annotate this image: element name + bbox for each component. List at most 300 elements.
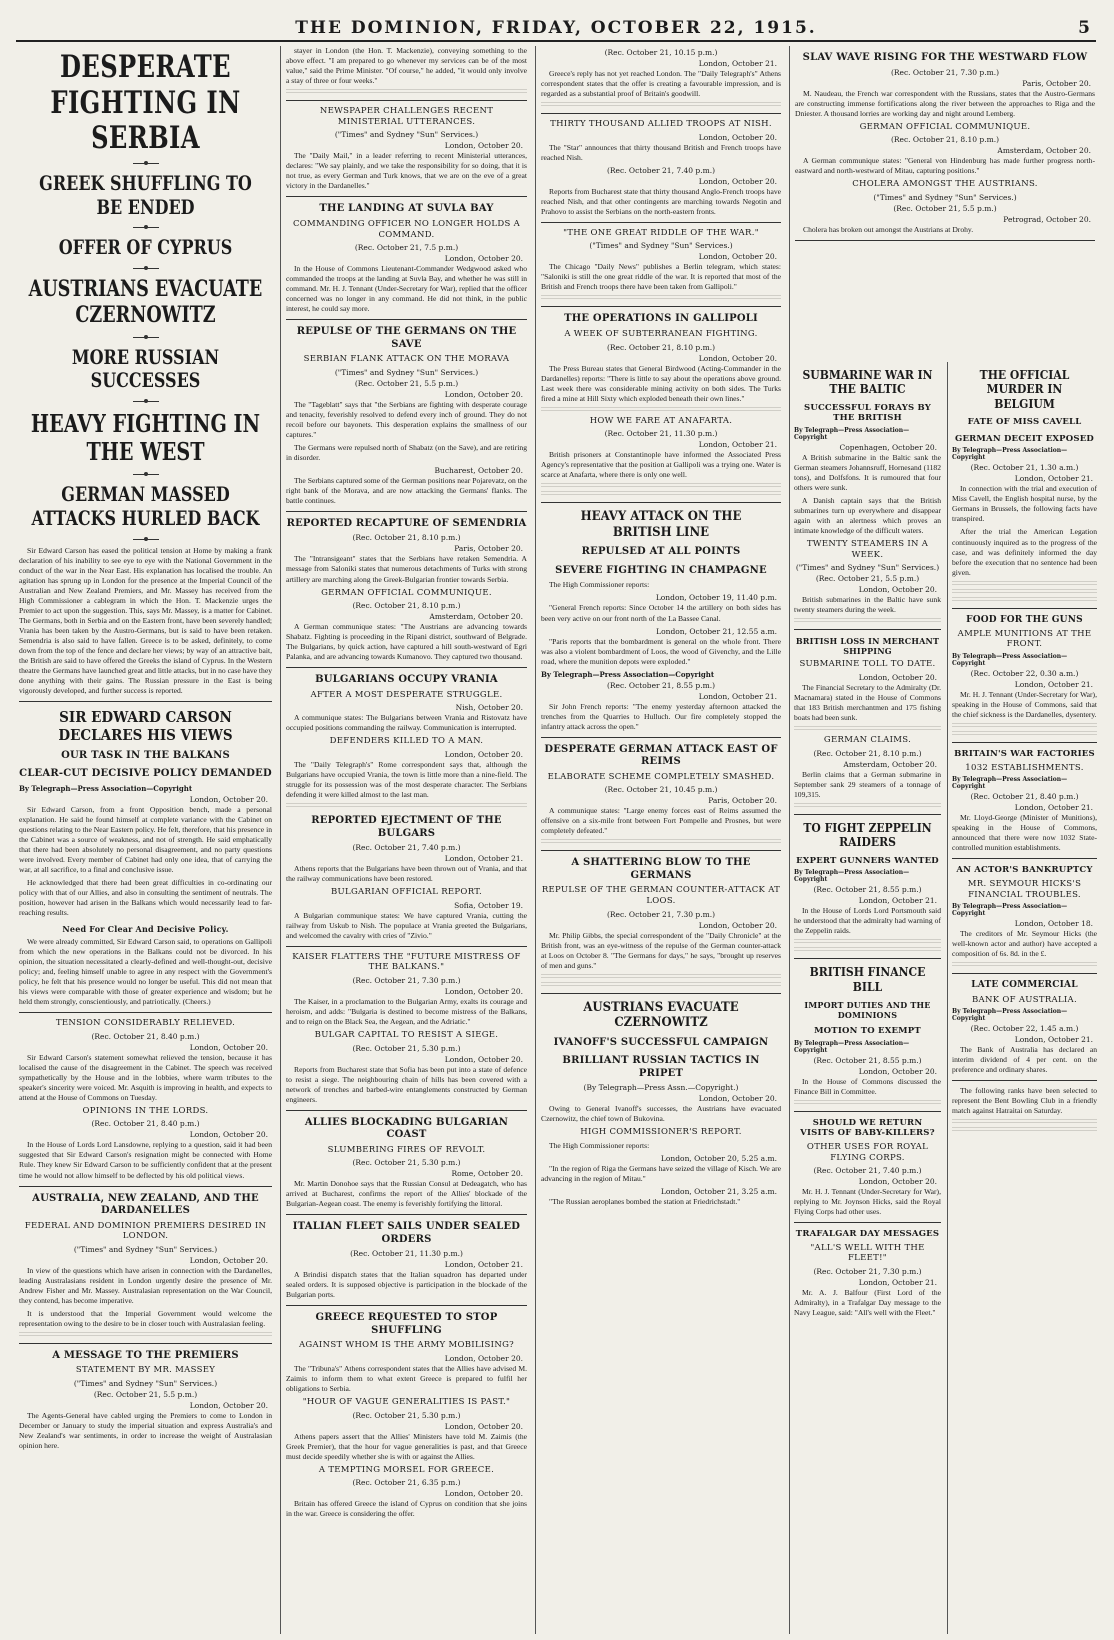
dateline: Bucharest, October 20.: [434, 465, 523, 475]
subhead-alls-well: "ALL'S WELL WITH THE FLEET!": [810, 1242, 925, 1264]
headline-official-murder: THE OFFICIAL MURDER IN BELGIUM: [979, 368, 1070, 411]
dateline: London, October 21.: [444, 1260, 523, 1270]
text-filler: [952, 581, 1097, 587]
subhead-german-deceit: GERMAN DECEIT EXPOSED: [955, 433, 1094, 444]
article-paragraph: Cholera has broken out amongst the Austrians at Drohy.: [803, 224, 974, 234]
separator: [133, 227, 159, 228]
subhead-pripet: BRILLIANT RUSSIAN TACTICS IN PRIPET: [562, 1055, 760, 1079]
text-filler: [952, 1127, 1097, 1133]
dateline: London, October 21.: [698, 440, 777, 450]
service-line: ("Times" and Sydney "Sun" Services.): [334, 367, 479, 377]
received-line: (Rec. October 21, 8.10 p.m.): [352, 601, 461, 611]
headline-high-commissioner: HIGH COMMISSIONER'S REPORT.: [580, 1127, 742, 1138]
article-paragraph: The Serbians captured some of the German positions near Pojarevatz, on the right bank of the Morava, and are now attacking the Germans' flanks. The battle continues.: [286, 475, 527, 505]
subhead-ample-munitions: AMPLE MUNITIONS AT THE FRONT.: [957, 628, 1092, 650]
dateline: Nish, October 20.: [455, 703, 523, 713]
headline-heavy-fighting-west: HEAVY FIGHTING IN THE WEST: [30, 408, 261, 467]
received-line: (Rec. October 21, 8.10 p.m.): [606, 342, 716, 352]
divider: [952, 1080, 1097, 1081]
article-paragraph: British prisoners at Constantinople have informed the Associated Press Agency's representative that the position at Gallipoli was a trying one. Water is scarce at Anafarta, where there is only one well.: [541, 450, 781, 480]
article-paragraph: The "Star" announces that thirty thousand British and French troops have reached Nish.: [541, 142, 781, 162]
headline-suvla-bay: THE LANDING AT SUVLA BAY: [319, 203, 494, 215]
article-paragraph: "General French reports: Since October 14 the artillery on both sides has been very active on our front north of the La Bassee Canal.: [541, 603, 781, 623]
wire-credit: By Telegraph—Press Association—Copyright: [952, 1008, 1068, 1023]
headline-merchant-shipping: BRITISH LOSS IN MERCHANT SHIPPING: [795, 636, 940, 657]
dateline: London, October 21.: [1014, 1035, 1093, 1045]
article-paragraph: Greece's reply has not yet reached London. The "Daily Telegraph's" Athens correspondent states that the offer is creating a favourable impression, and is regarded as a substantial proof of Britain's goodwill.: [541, 69, 781, 99]
headline-greek-shuffling: GREEK SHUFFLING TO BE ENDED: [39, 170, 252, 219]
headline-italian-fleet: ITALIAN FLEET SAILS UNDER SEALED ORDERS: [292, 1221, 521, 1245]
subhead-army-mobilising: AGAINST WHOM IS THE ARMY MOBILISING?: [298, 1340, 515, 1351]
separator: [133, 268, 159, 269]
article-paragraph: Athens reports that the Bulgarians have been thrown out of Vrania, and that the railway communications have been restored.: [286, 864, 527, 884]
headline-great-riddle: "THE ONE GREAT RIDDLE OF THE WAR.": [563, 227, 759, 238]
article-paragraph: He acknowledged that there had been great difficulties in co-ordinating our policy with that of our Allies, and also in consulting the sentiment of neutrals. The position, however had arisen in the Balkans which would necessarily lead to far-reaching results.: [19, 877, 272, 917]
headline-ejectment-bulgars: REPORTED EJECTMENT OF THE BULGARS: [311, 815, 502, 839]
headline-russian-successes: MORE RUSSIAN SUCCESSES: [71, 344, 220, 393]
received-line: (Rec. October 21, 5.30 p.m.): [352, 1158, 461, 1168]
text-filler: [286, 89, 527, 95]
divider: [952, 858, 1097, 859]
subhead-commanding-officer: COMMANDING OFFICER NO LONGER HOLDS A COMMAND.: [292, 218, 521, 240]
article-paragraph: Mr. H. J. Tennant (Under-Secretary for War), speaking in the House of Commons, said that the chief sickness is the Dardanelles, dysentery.: [952, 690, 1097, 720]
headline-allies-blockading: ALLIES BLOCKADING BULGARIAN COAST: [304, 1116, 509, 1141]
article-paragraph: The Agents-General have cabled urging the Premiers to come to London in December or January to study the imperial situation and express Australia's and New Zealand's war sentiments, in order to increase the weight of Australasian opinion here.: [19, 1410, 272, 1451]
received-line: (Rec. October 21, 7.40 p.m.): [352, 843, 461, 853]
dateline: London, October 21.: [444, 854, 523, 864]
headline-defenders-killed: DEFENDERS KILLED TO A MAN.: [329, 736, 484, 747]
dateline: Petrograd, October 20.: [1003, 214, 1091, 224]
headline-zeppelin-raiders: TO FIGHT ZEPPELIN RAIDERS: [803, 820, 932, 850]
divider: [794, 629, 941, 630]
dateline: London, October 20.: [444, 389, 523, 399]
text-filler: [541, 102, 781, 108]
article-paragraph: Mr. Philip Gibbs, the special correspondent of the "Daily Chronicle" at the British front, was an eye-witness of the repulse of the German counter-attack at Loos on October 8. "The Germans for days," he says, "brought up reserves of men and guns.": [541, 930, 781, 970]
headline-trafalgar-day: TRAFALGAR DAY MESSAGES: [795, 1229, 940, 1240]
divider: [794, 1222, 941, 1223]
received-line: (Rec. October 21, 5.30 p.m.): [352, 1043, 461, 1053]
separator: [133, 401, 159, 402]
received-line: (Rec. October 21, 7.5 p.m.): [354, 243, 459, 253]
article-paragraph: The High Commissioner reports:: [549, 1140, 650, 1150]
headline-greece-requested: GREECE REQUESTED TO STOP SHUFFLING: [315, 1312, 498, 1336]
divider: [541, 850, 781, 851]
received-line: (Rec. October 21, 5.30 p.m.): [352, 1410, 461, 1420]
headline-vague-generalities: "HOUR OF VAGUE GENERALITIES IS PAST.": [302, 1397, 511, 1408]
article-paragraph: The High Commissioner reports:: [549, 580, 650, 590]
article-paragraph: "The Russian aeroplanes bombed the station at Friedrichstadt.": [549, 1196, 741, 1206]
wire-credit: By Telegraph—Press Association—Copyright: [541, 669, 715, 679]
separator: [133, 337, 159, 338]
subhead-desperate-struggle: AFTER A MOST DESPERATE STRUGGLE.: [310, 689, 503, 700]
masthead-title: THE DOMINION, FRIDAY, OCTOBER 22, 1915.: [295, 18, 817, 38]
received-line: (Rec. October 21, 8.10 p.m.): [813, 748, 922, 758]
dateline: Amsterdam, October 20.: [843, 759, 937, 769]
article-paragraph: "In the region of Riga the Germans have seized the village of Kisch. We are advancing in the region of Mitau.": [541, 1163, 781, 1183]
dateline: London, October 21.: [698, 691, 777, 701]
divider: [19, 1186, 272, 1187]
dateline: London, October 20.: [444, 1054, 523, 1064]
article-paragraph: A communique states: The Bulgarians between Vrania and Ristovatz have occupied positions commanding the railway. Communication is interrupted.: [286, 713, 527, 733]
headline-tension: TENSION CONSIDERABLY RELIEVED.: [55, 1018, 236, 1029]
dateline: Rome, October 20.: [451, 1169, 523, 1179]
received-line: (Rec. October 21, 10.15 p.m.): [604, 48, 718, 57]
received-line: (Rec. October 21, 8.55 p.m.): [813, 885, 922, 895]
text-filler: [541, 491, 781, 497]
subhead-seymour-hicks: MR. SEYMOUR HICKS'S FINANCIAL TROUBLES.: [967, 879, 1082, 900]
wire-credit: (By Telegraph—Press Assn.—Copyright.): [583, 1083, 739, 1093]
subhead-bank-australia: BANK OF AUSTRALIA.: [971, 994, 1078, 1005]
text-filler: [541, 295, 781, 301]
headline-semendria: REPORTED RECAPTURE OF SEMENDRIA: [286, 517, 527, 529]
service-line: ("Times" and Sydney "Sun" Services.): [589, 241, 733, 251]
text-filler: [794, 1100, 941, 1106]
article-paragraph: The creditors of Mr. Seymour Hicks (the well-known actor and author) have accepted a composition of 6s. 8d. in the £.: [952, 929, 1097, 959]
received-line: (Rec. October 22, 0.30 a.m.): [970, 669, 1079, 679]
summary-paragraph: Sir Edward Carson has eased the political tension at Home by making a frank declaration of his inability to see eye to eye with the National Government in the conduct of the war in the Near East. His explanation has localised the trouble. An agitation has sprung up in London for the presence at the Imperial Council of the Australian and New Zealand Premiers, and Mr. Massey has received from the High Commissioner a cablegram in which the Hon. T. Mackenzie urges the Premier to act upon the suggestion. This, says Mr. Massey, is a matter for Cabinet. The Germans, both in Serbia and on the Eastern front, have been severely handled; Vrania has been taken by the Austro-Germans, but is said to have been retaken. Semendria is also said to have fallen. Greece is to be asked, definitely, to come down from the top of the fence and declare her views; by way of an attractive bait, the British are said to have offered the Greeks the island of Cyprus. In the Western theatre the Germans have launched great and little attacks, but in no case have they done anything with their gains. The Russian pressure in the East is being vigorously developed, and further success is reported.: [19, 545, 272, 695]
divider: [541, 306, 781, 307]
article-paragraph: We were already committed, Sir Edward Carson said, to operations on Gallipoli from which the new operations in the Balkans could not be divorced. In his opinion, the situation necessitated a clearly-defined and well-thought-out, decisive policy; and, feeling himself unable to agree in any respect with the Government's policy, he felt that his presence would no longer be useful. This did not mean that his views were comparable with those of greater experience and wisdom; but he held them strongly, conscientiously, and patriotically. (Cheers.): [19, 937, 272, 1007]
dateline: London, October 20.: [858, 1066, 937, 1076]
text-filler: [952, 589, 1097, 595]
article-paragraph: In the House of Commons Lieutenant-Commander Wedgwood asked who commanded the troops at the landing at Suvla Bay, and whether he was still in command. Mr. H. J. Tennant (Under-Secretary for War), replied that the officer concerned was no longer in any command. He did not think, in the public interest, he could say more.: [286, 264, 527, 314]
article-paragraph: Reports from Bucharest state that thirty thousand Anglo-French troops have reached Nish, and that other contingents are marching towards Negotin and Prahovo to assist the Serbians on the north-eastern fronts.: [541, 186, 781, 216]
article-paragraph: The "Tageblatt" says that "the Serbians are fighting with desperate courage and tenacity, feverishly resolved to defend every inch of ground. They do not recoil before our bayonets. This desperation explains the smallness of our captures.": [286, 399, 527, 439]
divider: [286, 667, 527, 668]
masthead: [16, 18, 1096, 42]
dateline: London, October 19, 11.40 p.m.: [655, 593, 777, 603]
dateline: Copenhagen, October 20.: [839, 443, 937, 453]
headline-baby-killers: SHOULD WE RETURN VISITS OF BABY-KILLERS?: [800, 1117, 935, 1139]
headline-carson-views: SIR EDWARD CARSON DECLARES HIS VIEWS: [58, 707, 233, 744]
subhead-establishments: 1032 ESTABLISHMENTS.: [965, 762, 1084, 773]
article-paragraph: Mr. H. J. Tennant (Under-Secretary for War), replying to Mr. Joynson Hicks, said the Royal Flying Corps had other uses.: [794, 1187, 941, 1217]
divider: [952, 608, 1097, 609]
dateline: London, October 20.: [444, 987, 523, 996]
wire-credit: By Telegraph—Press Association—Copyright: [19, 783, 193, 793]
headline-desperate-fighting: DESPERATE FIGHTING IN SERBIA: [50, 49, 241, 157]
divider: [286, 1214, 527, 1215]
article-paragraph: In view of the questions which have arisen in connection with the Dardanelles, leading Australasians resident in London urgently desire the presence of Mr. Andrew Fisher and Mr. Massey. Australasian representation on the War Council, they contend, has become imperative.: [19, 1265, 272, 1305]
divider: [19, 701, 272, 702]
subhead-serbian-flank: SERBIAN FLANK ATTACK ON THE MORAVA: [303, 354, 510, 365]
divider: [794, 958, 941, 959]
headline-vrania: BULGARIANS OCCUPY VRANIA: [315, 674, 498, 686]
article-paragraph: British submarines in the Baltic have sunk twenty steamers during the week.: [794, 595, 941, 615]
article-paragraph: A British submarine in the Baltic sank the German steamers Johannsruff, Hornesand (1182 tons), and Dolfsfons. It is rumoured that four others were sunk.: [794, 453, 941, 493]
article-paragraph: A Bulgarian communique states: We have captured Vrania, cutting the railway from Uskub to Nish. The populace at Vrania greeted the Bulgarians, and welcomed the cavalry with cries of "Zivio.": [286, 910, 527, 940]
article-paragraph: A Danish captain says that the British submarines turn up everywhere and disappear again with an alertness which proves an intimate knowledge of the difficult waters.: [794, 496, 941, 536]
subhead-expert-gunners: EXPERT GUNNERS WANTED: [796, 855, 939, 866]
received-line: (Rec. October 21, 8.55 p.m.): [813, 1055, 922, 1065]
text-filler: [952, 962, 1097, 968]
article-paragraph: The Press Bureau states that General Birdwood (Acting-Commander in the Dardanelles) reports: "There is little to say about the operations above ground. Last week there was considerable mining activity on both sides. The Turks fired a mine at Hill Sixty which exploded beneath their own lines.": [541, 363, 781, 403]
article-paragraph: After the trial the American Legation continuously inquired as to the progress of the case, and was definitely informed the day before the execution that no sentence had been given.: [952, 527, 1097, 577]
dateline: London, October 20.: [444, 1489, 523, 1499]
headline-east-of-reims: DESPERATE GERMAN ATTACK EAST OF REIMS: [544, 743, 778, 768]
received-line: (Rec. October 21, 5.5 p.m.): [93, 1389, 198, 1399]
divider: [541, 113, 781, 114]
wire-credit: By Telegraph—Press Association—Copyright: [794, 1039, 910, 1054]
dateline: London, October 21.: [858, 896, 937, 906]
received-line: (Rec. October 21, 8.40 p.m.): [91, 1119, 200, 1129]
headline-twenty-steamers: TWENTY STEAMERS IN A WEEK.: [806, 539, 929, 560]
headline-german-attacks: GERMAN MASSED ATTACKS HURLED BACK: [31, 482, 260, 531]
dateline: London, October 20.: [698, 1094, 777, 1104]
subhead-premiers-desired: FEDERAL AND DOMINION PREMIERS DESIRED IN LONDON.: [24, 1220, 267, 1242]
text-filler: [794, 618, 941, 624]
text-filler: [952, 723, 1097, 729]
column-3: [535, 46, 786, 1634]
dateline: London, October 18.: [1014, 919, 1093, 929]
divider: [541, 222, 781, 223]
wire-credit: By Telegraph—Press Association—Copyright: [952, 903, 1068, 918]
headline-slav-wave: SLAV WAVE RISING FOR THE WESTWARD FLOW: [802, 52, 1088, 63]
column-2: [280, 46, 532, 1634]
dateline: London, October 20.: [189, 1400, 268, 1410]
received-line: (Rec. October 21, 7.30 p.m.): [890, 67, 1000, 77]
headline-austrians-evacuate: AUSTRIANS EVACUATE CZERNOWITZ: [28, 275, 263, 328]
subhead-decisive-policy: CLEAR-CUT DECISIVE POLICY DEMANDED: [19, 768, 272, 780]
headline-german-communique: GERMAN OFFICIAL COMMUNIQUE.: [321, 587, 492, 598]
article-paragraph: Mr. Lloyd-George (Minister of Munitions), speaking in the House of Commons, announced that there were now 1032 State-controlled munition establishments.: [952, 813, 1097, 853]
column-4a: [790, 362, 945, 1634]
subhead-loos: REPULSE OF THE GERMAN COUNTER-ATTACK AT LOOS.: [541, 885, 781, 906]
received-line: (Rec. October 21, 8.10 p.m.): [352, 533, 461, 543]
article-paragraph: The following ranks have been selected to represent the Bent Bowling Club in a friendly match against Hatraitai on Saturday.: [952, 1086, 1097, 1116]
dateline: London, October 20.: [444, 1421, 523, 1431]
article-paragraph: The Chicago "Daily News" publishes a Berlin telegram, which states: "Saloniki is still the one great riddle of the war. It is reported that most of the British and French troops there have been taken from Gallipoli.": [541, 262, 781, 292]
article-paragraph: The "Tribuna's" Athens correspondent states that the Allies have advised M. Zaimis to inform them to what extent Greece is prepared to fulfil her obligations to Serbia.: [286, 1364, 527, 1394]
headline-tempting-morsel: A TEMPTING MORSEL FOR GREECE.: [318, 1464, 495, 1475]
article-paragraph: In the House of Lords Lord Lansdowne, replying to a question, said it had been suggested that Sir Edward Carson's resignation might be connected with Home Rule. They knew Sir Edward Carson to be sufficiently confident that at the present time he would not allow himself to be deflected by his old political views.: [19, 1140, 272, 1180]
divider: [795, 240, 1095, 241]
headline-repulse-save: REPULSE OF THE GERMANS ON THE SAVE: [296, 326, 517, 350]
article-paragraph: The Kaiser, in a proclamation to the Bulgarian Army, exalts its courage and heroism, and adds: "Bulgaria is destined to become mistress of the Balkans, and to reign on the Black Sea, the Aegean, and the Adriatic.": [286, 997, 527, 1027]
subhead-balkans: OUR TASK IN THE BALKANS: [61, 749, 230, 761]
headline-bulgar-capital: BULGAR CAPITAL TO RESIST A SIEGE.: [314, 1030, 499, 1041]
dateline: Paris, October 20.: [708, 796, 777, 806]
article-paragraph: Berlin claims that a German submarine in September sank 29 steamers of a tonnage of 109,315.: [794, 769, 941, 799]
divider: [286, 1110, 527, 1111]
article-paragraph: The "Intransigeant" states that the Serbians have retaken Semendria. A message from Saloniki states that numerous detachments of Turks with strong artillery are marching along the Greek-Bulgarian frontier towards Serbia.: [286, 554, 527, 584]
subhead-miss-cavell: FATE OF MISS CAVELL: [967, 417, 1082, 428]
article-paragraph: In the House of Commons discussed the Finance Bill in Committee.: [794, 1076, 941, 1096]
divider: [19, 1012, 272, 1013]
divider: [286, 196, 527, 197]
article-paragraph: The Bank of Australia has declared an interim dividend of 4 per cent. on the preference and ordinary shares.: [952, 1045, 1097, 1075]
text-filler: [541, 407, 781, 413]
article-paragraph: The Financial Secretary to the Admiralty (Dr. Macnamara) stated in the House of Commons that 183 British merchantmen and 175 fishing boats had been sunk.: [794, 683, 941, 723]
text-filler: [952, 1119, 1097, 1125]
received-line: (Rec. October 21, 5.5 p.m.): [893, 203, 997, 213]
received-line: (Rec. October 21, 1.30 a.m.): [970, 463, 1079, 473]
article-paragraph: Owing to General Ivanoff's successes, the Austrians have evacuated Czernowitz, the chief town of Bukovina.: [541, 1104, 781, 1124]
subhead-slumbering-fires: SLUMBERING FIRES OF REVOLT.: [327, 1144, 486, 1155]
article-paragraph: A Brindisi dispatch states that the Italian squadron has departed under sealed orders. It is supposed objective is participation in the blockade of the Bulgarian ports.: [286, 1270, 527, 1300]
subhead-submarine-toll: SUBMARINE TOLL TO DATE.: [799, 659, 936, 670]
headline-kaiser-flatters: KAISER FLATTERS THE "FUTURE MISTRESS OF THE BALKANS.": [292, 951, 521, 973]
text-filler: [794, 939, 941, 945]
article-paragraph: In connection with the trial and execution of Miss Cavell, the English hospital nurse, by the Germans in Brussels, the following facts have transpired.: [952, 484, 1097, 524]
text-filler: [794, 726, 941, 732]
text-filler: [794, 947, 941, 953]
dateline: Sofia, October 19.: [454, 900, 523, 910]
dateline: London, October 20.: [698, 252, 777, 262]
dateline: Paris, October 20.: [454, 544, 523, 554]
received-line: (Rec. October 21, 8.55 p.m.): [606, 680, 716, 690]
subhead-scheme-smashed: ELABORATE SCHEME COMPLETELY SMASHED.: [547, 771, 775, 782]
dateline: London, October 20.: [698, 132, 777, 142]
headline-gallipoli: THE OPERATIONS IN GALLIPOLI: [564, 313, 758, 325]
column-1: [14, 46, 277, 1634]
article-paragraph: A German communique states: "The Austrians are advancing towards Shabatz. Fighting is proceeding in the Ripani district, southward of Belgrade. The Bulgarians, by quick action, have captured a hill south-westward of Egri Palanka, and are advancing towards Kumanovo. They captured two thousand.: [286, 622, 527, 662]
dateline: Paris, October 20.: [1022, 78, 1091, 88]
wire-credit: By Telegraph—Press Association—Copyright: [794, 427, 910, 442]
headline-heavy-attack-british: HEAVY ATTACK ON THE BRITISH LINE: [580, 509, 742, 540]
dateline: London, October 21.: [1014, 680, 1093, 690]
service-line: ("Times" and Sydney "Sun" Services.): [73, 1244, 218, 1254]
subhead-motion-exempt: MOTION TO EXEMPT: [814, 1026, 921, 1037]
dateline: London, October 20.: [698, 920, 777, 930]
article-paragraph: Sir John French reports: "The enemy yesterday afternoon attacked the trenches from the Quarries to Hulluch. Our fire completely stopped the infantry attack across the open.": [541, 701, 781, 731]
text-filler: [541, 839, 781, 845]
article-paragraph: Reports from Bucharest state that Sofia has been put into a state of defence to resist a siege. The neighbouring chain of hills has been covered with a network of trenches and barbed-wire entanglements constructed by German engineers.: [286, 1064, 527, 1104]
subhead-clear-policy: Need For Clear And Decisive Policy.: [62, 924, 229, 935]
received-line: (Rec. October 21, 5.5 p.m.): [354, 378, 459, 388]
headline-newspaper-challenges: NEWSPAPER CHALLENGES RECENT MINISTERIAL UTTERANCES.: [319, 106, 494, 127]
received-line: (Rec. October 21, 7.30 p.m.): [813, 1267, 922, 1277]
article-paragraph: "Paris reports that the bombardment is general on the whole front. There was also a violent bombardment of Loos, the wood of Givenchy, and the Lille road, where the munition depots were exploded.": [541, 636, 781, 666]
text-filler: [19, 1332, 272, 1338]
subhead-ivanoff: IVANOFF'S SUCCESSFUL CAMPAIGN: [553, 1036, 769, 1048]
dateline: London, October 20.: [189, 1130, 268, 1140]
dateline: London, October 21.: [858, 1278, 937, 1288]
received-line: (Rec. October 21, 8.40 p.m.): [970, 792, 1079, 802]
dateline: London, October 20.: [189, 794, 268, 804]
received-line: (Rec. October 21, 11.30 p.m.): [604, 429, 718, 439]
service-line: ("Times" and Sydney "Sun" Services.): [795, 563, 940, 573]
text-filler: [541, 982, 781, 988]
article-paragraph: Mr. Martin Donohoe says that the Russian Consul at Dedeagatch, who has arrived at Bucharest, confirms the report of the Allies' blockade of the Bulgarian-Aegean coast. The enemy is feverishly fortifying the littoral.: [286, 1179, 527, 1209]
received-line: (Rec. October 21, 6.35 p.m.): [352, 1478, 461, 1488]
text-filler: [794, 803, 941, 809]
subhead-flying-corps: OTHER USES FOR ROYAL FLYING CORPS.: [806, 1141, 929, 1163]
dateline: London, October 21.: [1014, 803, 1093, 813]
dateline: Amsterdam, October 20.: [997, 146, 1091, 156]
headline-australia-nz: AUSTRALIA, NEW ZEALAND, AND THE DARDANELLES: [32, 1192, 259, 1217]
text-filler: [541, 974, 781, 980]
dateline: London, October 20.: [858, 1177, 937, 1187]
dateline: London, October 21, 3.25 a.m.: [660, 1186, 777, 1196]
dateline: London, October 20.: [189, 1042, 268, 1052]
headline-german-communique-east: GERMAN OFFICIAL COMMUNIQUE.: [859, 121, 1031, 132]
text-filler: [952, 597, 1097, 603]
received-line: (Rec. October 21, 10.45 p.m.): [604, 785, 718, 795]
headline-offer-of-cyprus: OFFER OF CYPRUS: [58, 235, 233, 260]
article-paragraph: M. Naudeau, the French war correspondent with the Russians, states that the Austro-Germans are constructing immense fortifications along the river between the approaches to Riga and the Dniester. A thousand lorries are working day and night around Lemberg.: [795, 88, 1095, 118]
dateline: London, October 21.: [698, 59, 777, 68]
headline-anafarta: HOW WE FARE AT ANAFARTA.: [589, 415, 733, 426]
divider: [286, 319, 527, 320]
headline-late-commercial: LATE COMMERCIAL: [971, 980, 1078, 991]
dateline: London, October 21.: [1014, 474, 1093, 484]
dateline: London, October 21, 12.55 a.m.: [656, 626, 777, 636]
divider: [541, 502, 781, 503]
wire-credit: By Telegraph—Press Association—Copyright: [952, 653, 1068, 668]
dateline: London, October 20.: [698, 176, 777, 186]
divider: [541, 737, 781, 738]
headline-thirty-thousand: THIRTY THOUSAND ALLIED TROOPS AT NISH.: [550, 119, 772, 130]
dateline: London, October 20.: [858, 585, 937, 595]
article-paragraph: In the House of Lords Lord Portsmouth said he understood that the admiralty had warning of the Zeppelin raids.: [794, 906, 941, 936]
received-line: (Rec. October 21, 8.40 p.m.): [91, 1031, 200, 1041]
subhead-import-duties: IMPORT DUTIES AND THE DOMINIONS: [804, 1000, 931, 1021]
article-paragraph: It is understood that the Imperial Government would welcome the representation owing to the desire to be in closer touch with Australasian feeling.: [19, 1308, 272, 1328]
headline-actors-bankruptcy: AN ACTOR'S BANKRUPTCY: [956, 865, 1093, 876]
headline-cholera: CHOLERA AMONGST THE AUSTRIANS.: [852, 179, 1038, 190]
received-line: (Rec. October 21, 11.30 p.m.): [350, 1249, 463, 1259]
subhead-massey: STATEMENT BY MR. MASSEY: [75, 1365, 216, 1376]
article-paragraph: A communique states: "Large enemy forces east of Reims assumed the offensive on a six-mile front between Fort Pompelle and Prosnes, but were completely defeated.": [541, 806, 781, 836]
divider: [794, 814, 941, 815]
headline-lords: OPINIONS IN THE LORDS.: [82, 1105, 209, 1116]
service-line: ("Times" and Sydney "Sun" Services.): [873, 192, 1017, 202]
headline-german-claims: GERMAN CLAIMS.: [823, 735, 912, 746]
dateline: Amsterdam, October 20.: [429, 612, 523, 622]
received-line: (Rec. October 22, 1.45 a.m.): [970, 1024, 1079, 1034]
service-line: ("Times" and Sydney "Sun" Services.): [334, 130, 479, 140]
headline-finance-bill: BRITISH FINANCE BILL: [809, 965, 926, 994]
divider: [952, 973, 1097, 974]
article-paragraph: The "Daily Telegraph's" Rome correspondent says that, although the Bulgarians have occupied Vrania, the town is little more than a nine-field. The struggle for its possession was of the most desperate character. The Serbians defending it were killed almost to the last man.: [286, 759, 527, 800]
divider: [541, 993, 781, 994]
subhead-subterranean: A WEEK OF SUBTERRANEAN FIGHTING.: [564, 328, 758, 339]
article-paragraph: The Germans were repulsed north of Shabatz (on the Save), and are retiring in disorder.: [286, 442, 527, 462]
wire-credit: By Telegraph—Press Association—Copyright: [952, 776, 1068, 791]
received-line: (Rec. October 21, 7.40 p.m.): [606, 165, 716, 175]
article-paragraph: A German communique states: "General von Hindenburg has made further progress north-eastward and north-westward of Mitau, capturing positions.": [795, 156, 1095, 176]
text-filler: [541, 483, 781, 489]
article-paragraph: Sir Edward Carson, from a front Opposition bench, made a personal explanation. He said he found himself at complete variance with the Cabinet on questions relating to the Near Eastern policy. He felt, therefore, that his presence in the Cabinet was a source of weakness, and not of strength. He said emphatically that there had been absolutely no personal disagreement, and no party questions were involved. Every member of Cabinet had only one idea, that of carrying the war, at all sacrifice, to a final and conclusive issue.: [19, 804, 272, 874]
divider: [794, 1111, 941, 1112]
separator: [133, 163, 159, 164]
divider: [19, 1343, 272, 1344]
divider: [952, 742, 1097, 743]
article-paragraph: The "Daily Mail," in a leader referring to recent Ministerial utterances, declares: "We say plainly, and we take the responsibility for so doing, that it is not true, as every German and Turk knows, that we are on the eve of a great victory in the Dardanelles.": [286, 151, 527, 191]
dateline: London, October 20.: [444, 1354, 523, 1364]
dateline: London, October 20.: [444, 254, 523, 264]
headline-austrians-czernowitz: AUSTRIANS EVACUATE CZERNOWITZ: [583, 999, 739, 1031]
received-line: (Rec. October 21, 7.30 p.m.): [352, 976, 461, 985]
article-paragraph: stayer in London (the Hon. T. Mackenzie), conveying something to the above effect. "I am prepared to go whenever my services can be of the most value," said the Prime Minister. "Of course," he added, "it would only involve a stay of three or four weeks.": [286, 46, 527, 86]
wire-credit: By Telegraph—Press Association—Copyright: [952, 447, 1068, 462]
article-paragraph: Mr. A. J. Balfour (First Lord of the Admiralty), in a Trafalgar Day message to the Navy League, said: "All's well with the Fleet.": [794, 1288, 941, 1318]
wire-credit: By Telegraph—Press Association—Copyright: [794, 869, 910, 884]
dateline: London, October 20.: [444, 749, 523, 759]
text-filler: [952, 731, 1097, 737]
text-filler: [286, 803, 527, 809]
separator: [133, 539, 159, 540]
subhead-champagne: SEVERE FIGHTING IN CHAMPAGNE: [555, 564, 767, 576]
article-paragraph: Athens papers assert that the Allies' Ministers have told M. Zaimis (the Greek Premier), that the hour for vague generalities is past, and that Greece must decide speedily whether she is with or against the Allies.: [286, 1431, 527, 1461]
received-line: (Rec. October 21, 5.5 p.m.): [815, 574, 920, 584]
dateline: London, October 20.: [189, 1255, 268, 1265]
article-paragraph: Sir Edward Carson's statement somewhat relieved the tension, because it has localised the cause of the disagreement in the Cabinet. The speech was received sympathetically by the House and in the lobbies, where warm tributes to the speaker's sincerity were voiced. Mr. Asquith is improving in health, and expects to attend at the House of Commons on Tuesday.: [19, 1052, 272, 1102]
dateline: London, October 20.: [698, 353, 777, 363]
received-line: (Rec. October 21, 8.10 p.m.): [890, 135, 1000, 145]
headline-bulgarian-report: BULGARIAN OFFICIAL REPORT.: [331, 887, 482, 898]
